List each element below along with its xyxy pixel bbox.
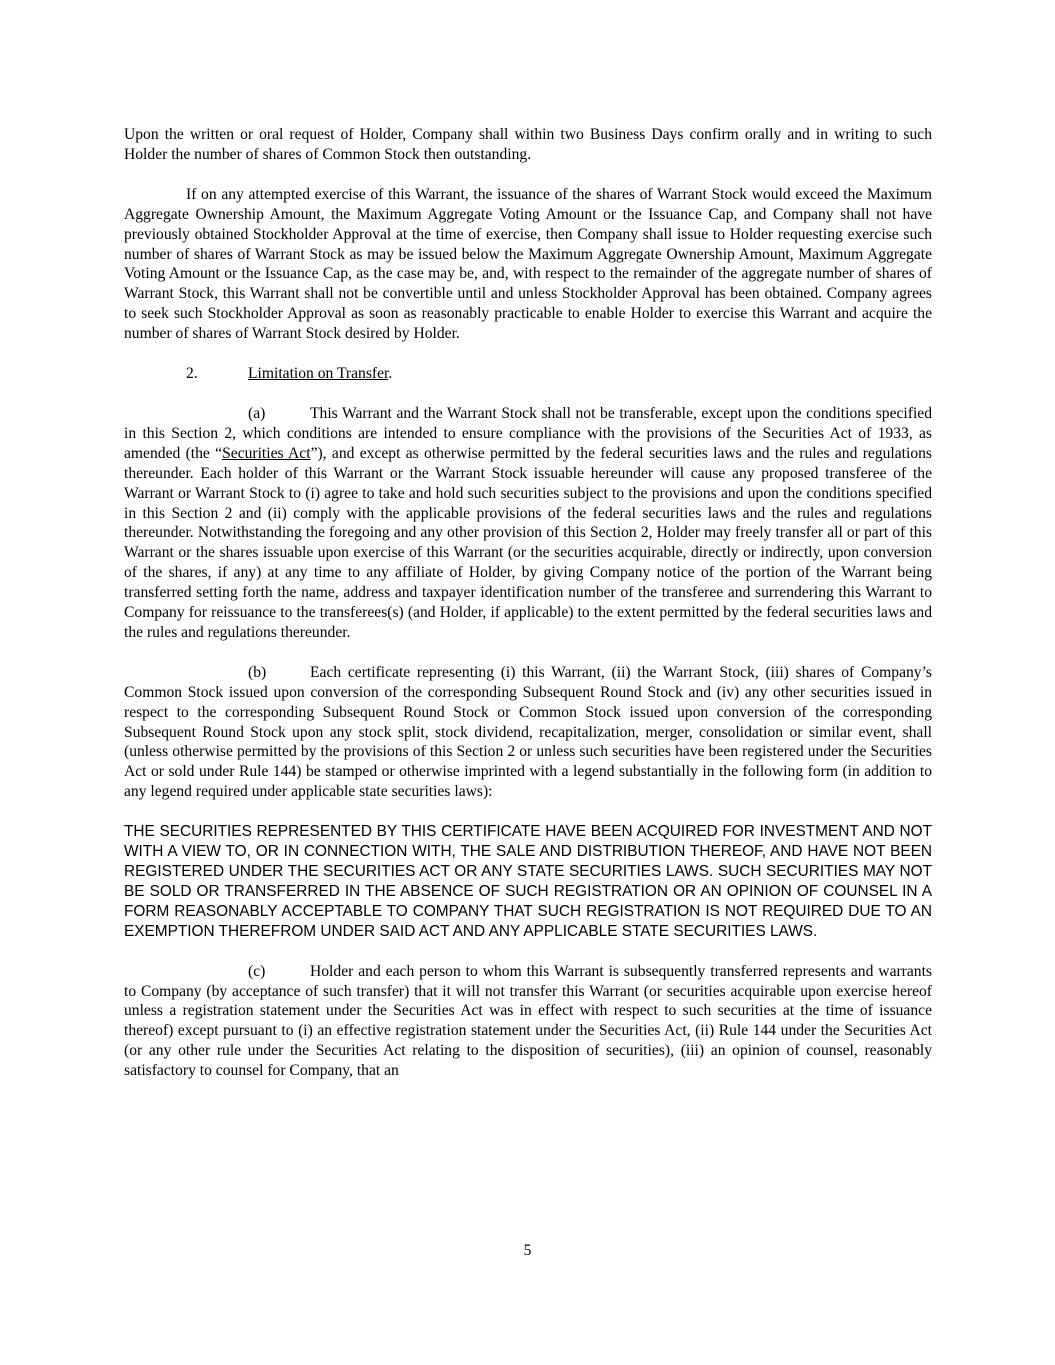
subsection-c-label: (c) xyxy=(248,962,266,980)
subsection-a-text-2: ”), and except as otherwise permitted by the federal securities laws and the rules and regulations thereunder. Each holder of this Warrant or the Warrant Stock issuable hereunder will cause any proposed transferee of the Warrant or Warrant Stock to (i) agree to take and hold such securities subject to the provisions and upon the conditions specified in this Section 2 and (ii) comply with the applicable provisions of the federal securities laws and the rules and regulations thereunder. Notwithstanding the foregoing and any other provision of this Section 2, Holder may freely transfer all or part of this Warrant or the shares issuable upon exercise of this Warrant (or the securities acquirable, directly or indirectly, upon conversion of the shares, if any) at any time to any affiliate of Holder, by giving Company notice of the portion of the Warrant being transferred setting forth the name, address and taxpayer identification number of the transferee and surrendering this Warrant to Company for reissuance to the transferees(s) (and Holder, if applicable) to the extent permitted by the federal securities laws and the rules and regulations thereunder. xyxy=(124,444,933,641)
subsection-a-paragraph xyxy=(124,404,932,643)
subsection-c-paragraph xyxy=(124,962,932,1081)
section-2-title: Limitation on Transfer xyxy=(248,365,389,383)
subsection-c-text: Holder and each person to whom this Warrant is subsequently transferred represents and warrants to Company (by acceptance of such transfer) that it will not transfer this Warrant (or securities acquirable upon exercise hereof unless a registration statement under the Securities Act was in effect with respect to such securities at the time of issuance thereof) except pursuant to (i) an effective registration statement under the Securities Act, (ii) Rule 144 under the Securities Act (or any other rule under the Securities Act relating to the disposition of securities), (iii) an opinion of counsel, reasonably satisfactory to counsel for Company, that an xyxy=(124,962,932,1080)
paragraph-exercise-limitation: If on any attempted exercise of this Warrant, the issuance of the shares of Warrant Stock would exceed the Maximum Aggregate Ownership Amount, the Maximum Aggregate Voting Amount or the Issuance Cap, and Company shall not have previously obtained Stockholder Approval at the time of exercise, then Company shall issue to Holder requesting exercise such number of shares of Warrant Stock as may be issued below the Maximum Aggregate Ownership Amount, Maximum Aggregate Voting Amount or the Issuance Cap, as the case may be, and, with respect to the remainder of the aggregate number of shares of Warrant Stock, this Warrant shall not be convertible until and unless Stockholder Approval has been obtained. Company agrees to seek such Stockholder Approval as soon as reasonably practicable to enable Holder to exercise this Warrant and acquire the number of shares of Warrant Stock desired by Holder. xyxy=(124,185,932,343)
subsection-a-label: (a) xyxy=(248,404,266,422)
section-2-title-period: . xyxy=(388,365,393,383)
document-page xyxy=(124,125,932,1101)
section-2-number: 2. xyxy=(186,365,198,383)
subsection-a-text-1: This Warrant and the Warrant Stock shall not be transferable, except upon the conditions specified in this Section 2, which conditions are intended to ensure compliance with the provisions of the Securities Act of 1933, as amended (the “ xyxy=(124,404,932,462)
paragraph-confirm-outstanding-shares: Upon the written or oral request of Holder, Company shall within two Business Days confirm orally and in writing to such Holder the number of shares of Common Stock then outstanding. xyxy=(124,126,932,163)
page-number: 5 xyxy=(523,1242,532,1259)
defined-term-securities-act: Securities Act xyxy=(222,444,311,462)
subsection-b-paragraph xyxy=(124,663,932,802)
subsection-b-label: (b) xyxy=(248,663,267,681)
securities-legend: THE SECURITIES REPRESENTED BY THIS CERTIFICATE HAVE BEEN ACQUIRED FOR INVESTMENT AND NOT WITH A VIEW TO, OR IN CONNECTION WITH, THE SALE AND DISTRIBUTION THEREOF, AND HAVE NOT BEEN REGISTERED UNDER THE SECURITIES ACT OR ANY STATE SECURITIES LAWS. SUCH SECURITIES MAY NOT BE SOLD OR TRANSFERRED IN THE ABSENCE OF SUCH REGISTRATION OR AN OPINION OF COUNSEL IN A FORM REASONABLY ACCEPTABLE TO COMPANY THAT SUCH REGISTRATION IS NOT REQUIRED DUE TO AN EXEMPTION THEREFROM UNDER SAID ACT AND ANY APPLICABLE STATE SECURITIES LAWS. xyxy=(124,823,932,940)
section-2-heading xyxy=(124,364,932,384)
subsection-b-text: Each certificate representing (i) this Warrant, (ii) the Warrant Stock, (iii) shares of Company’s Common Stock issued upon conversion of the corresponding Subsequent Round Stock and (iv) any other securities issued in respect to the corresponding Subsequent Round Stock or Common Stock issued upon conversion of the corresponding Subsequent Round Stock upon any stock split, stock dividend, recapitalization, merger, consolidation or similar event, shall (unless otherwise permitted by the provisions of this Section 2 or unless such securities have been registered under the Securities Act or sold under Rule 144) be stamped or otherwise imprinted with a legend substantially in the following form (in addition to any legend required under applicable state securities laws): xyxy=(124,663,932,801)
